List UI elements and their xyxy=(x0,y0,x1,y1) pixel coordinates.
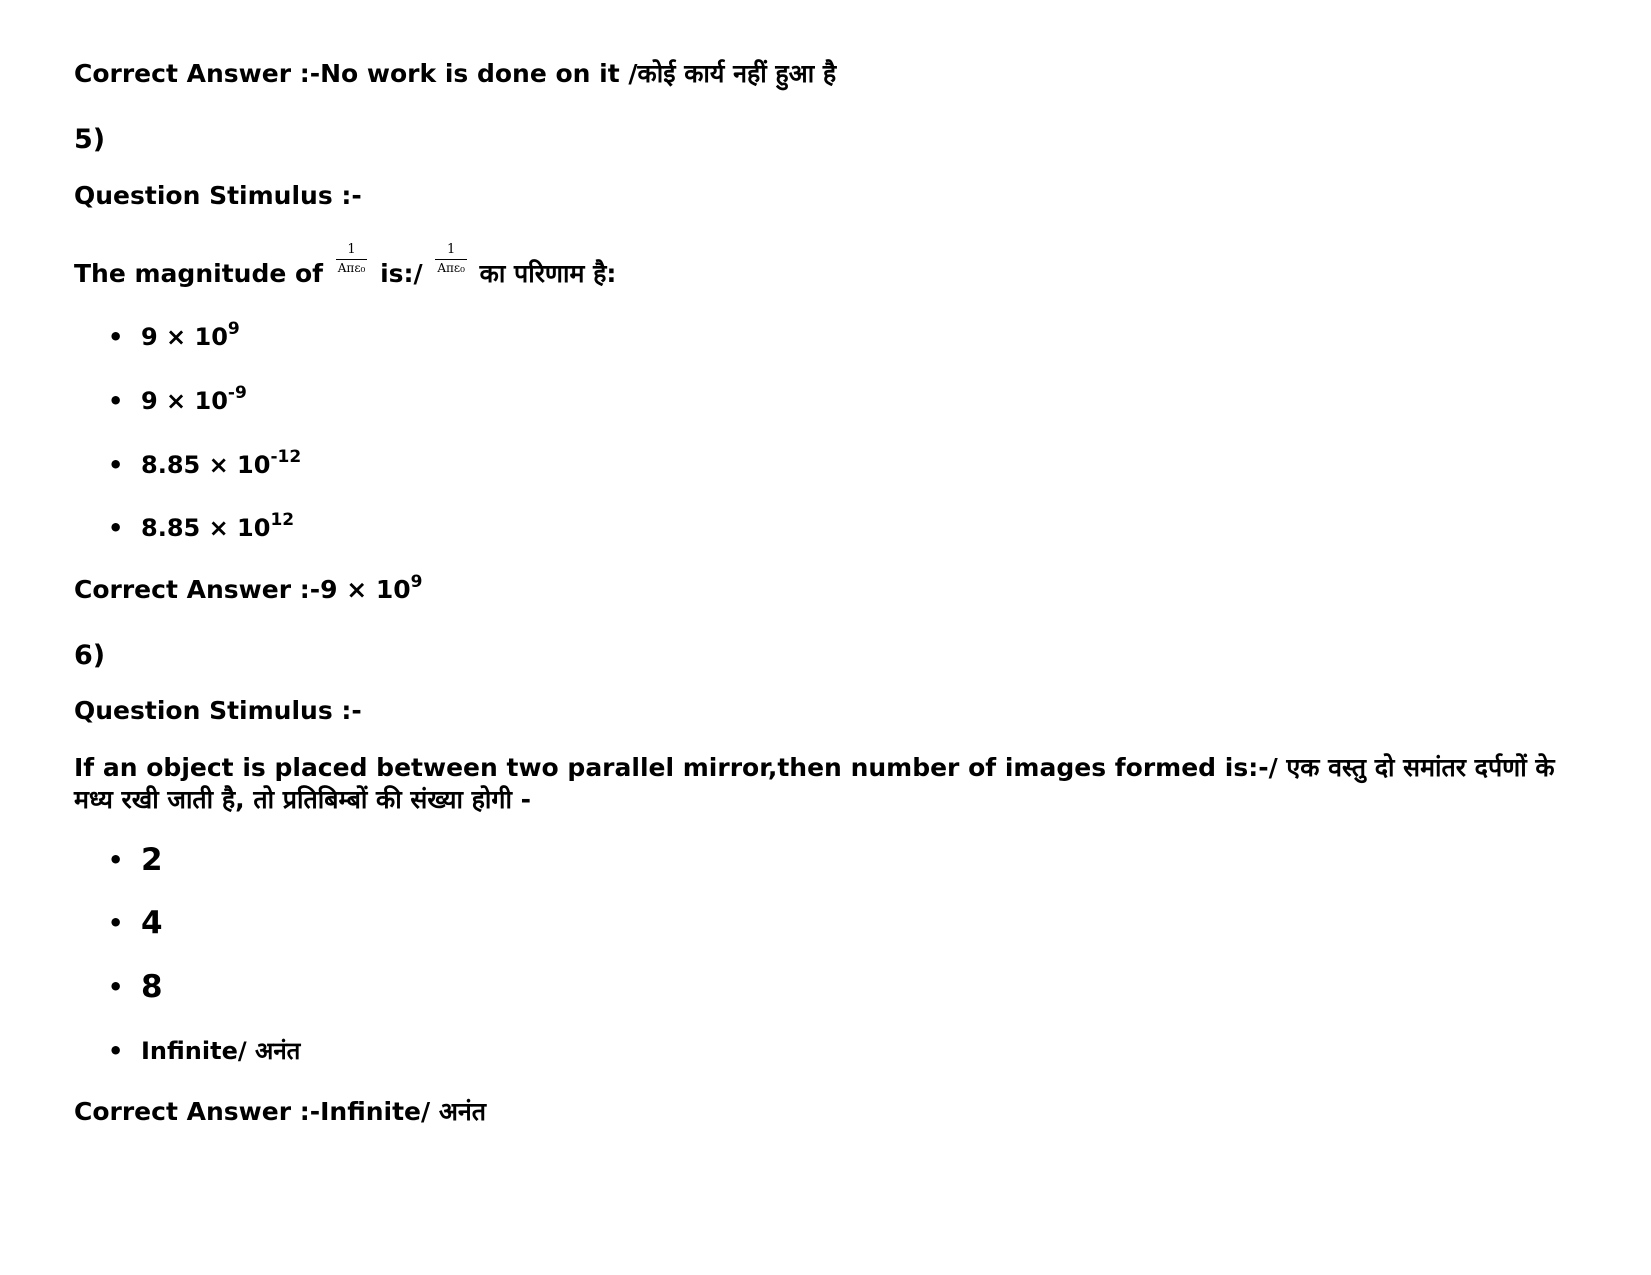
q5-stimulus-suffix: का परिणाम है: xyxy=(470,259,617,288)
bullet-icon: • xyxy=(108,323,124,351)
fraction-numerator: 1 xyxy=(336,242,368,260)
bullet-icon: • xyxy=(108,909,124,937)
option-text: 2 xyxy=(141,842,163,878)
bullet-icon: • xyxy=(108,387,124,415)
q5-correct-label: Correct Answer :- xyxy=(74,575,321,604)
q5-number: 5) xyxy=(74,124,106,155)
q5-fraction-1 xyxy=(336,242,368,275)
q5-stimulus xyxy=(74,242,617,290)
q4-correct-label: Correct Answer :- xyxy=(74,59,321,88)
q5-stimulus-middle: is:/ xyxy=(371,259,432,288)
bullet-icon: • xyxy=(108,1037,124,1065)
option-base: 9 × 10 xyxy=(141,387,228,415)
option-exponent: -12 xyxy=(270,447,302,467)
option-text: 8 xyxy=(141,969,163,1005)
q5-stimulus-prefix: The magnitude of xyxy=(74,259,332,288)
q4-correct-answer xyxy=(74,58,836,90)
fraction-numerator: 1 xyxy=(435,242,467,260)
q4-correct-value: No work is done on it /कोई कार्य नहीं हुआ है xyxy=(320,59,837,88)
q5-correct-base: 9 × 10 xyxy=(320,575,411,604)
q6-stimulus-label: Question Stimulus :- xyxy=(74,696,362,725)
q6-correct-value: Infinite/ अनंत xyxy=(320,1097,487,1126)
option-base: 8.85 × 10 xyxy=(141,514,271,542)
option-text: 4 xyxy=(141,905,163,941)
q5-correct-exponent: 9 xyxy=(410,572,423,592)
q6-stimulus-text: If an object is placed between two parallel mirror,then number of images formed is:-/ एक वस्तु दो समांतर दर्पणों के मध्य रखी जाती है, तो प्रतिबिम्बों की संख्या होगी - xyxy=(74,753,1555,814)
option-exponent: 12 xyxy=(270,510,295,530)
bullet-icon: • xyxy=(108,973,124,1001)
option-exponent: 9 xyxy=(227,319,240,339)
bullet-icon: • xyxy=(108,846,124,874)
option-text: Infinite/ अनंत xyxy=(141,1037,301,1065)
q5-correct-answer xyxy=(74,574,422,606)
fraction-denominator: Aπε₀ xyxy=(337,261,366,275)
bullet-icon: • xyxy=(108,451,124,479)
q6-correct-answer xyxy=(74,1096,486,1128)
option-exponent: -9 xyxy=(227,383,247,403)
bullet-icon: • xyxy=(108,514,124,542)
option-base: 9 × 10 xyxy=(141,323,228,351)
q5-fraction-2 xyxy=(435,242,467,275)
fraction-denominator: Aπε₀ xyxy=(437,261,465,275)
q5-stimulus-label: Question Stimulus :- xyxy=(74,181,362,210)
q6-number: 6) xyxy=(74,640,106,671)
q6-correct-label: Correct Answer :- xyxy=(74,1097,321,1126)
option-base: 8.85 × 10 xyxy=(141,451,271,479)
